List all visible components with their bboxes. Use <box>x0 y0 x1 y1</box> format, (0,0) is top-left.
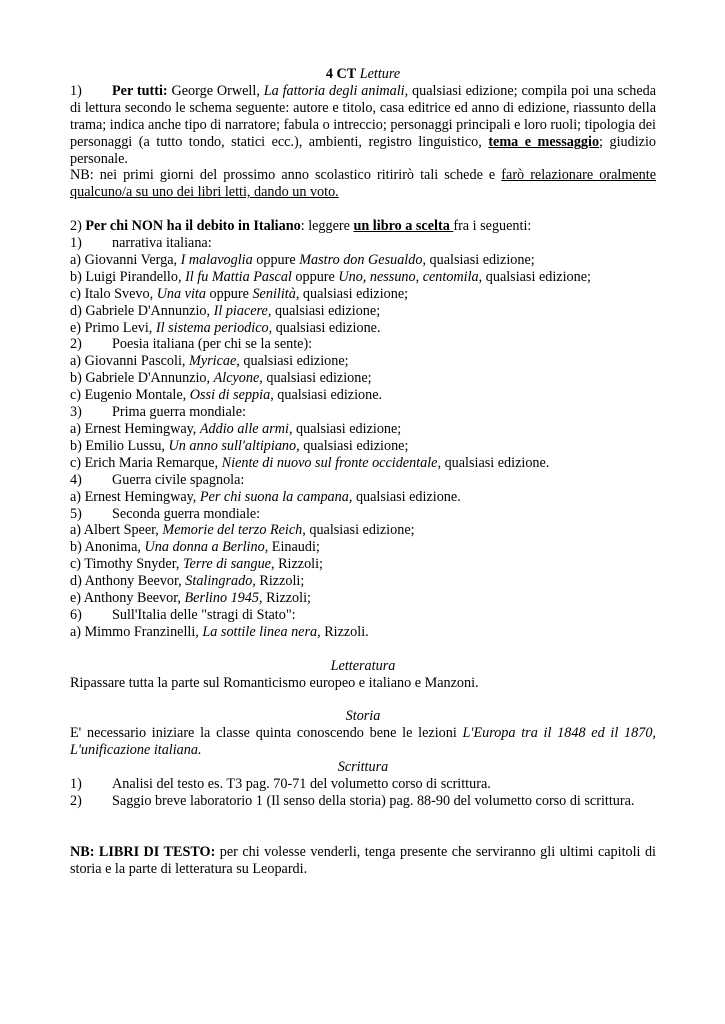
book-title: Niente di nuovo sul fronte occidentale <box>221 454 438 471</box>
book-title: Alcyone <box>213 370 260 387</box>
text: 2) <box>70 218 86 235</box>
book-item <box>70 252 656 269</box>
book-text: c) Timothy Snyder, <box>70 556 183 573</box>
text: per chi volesse venderli, tenga presente che serviranno gli ultimi capitoli di storia e la parte di letteratura su Leopardi. <box>70 843 656 877</box>
book-text: c) Eugenio Montale, <box>70 387 190 404</box>
category-label: Sull'Italia delle "stragi di Stato": <box>112 606 296 623</box>
book-text: , qualsiasi edizione; <box>302 522 415 539</box>
book-text: , qualsiasi edizione; <box>478 268 591 285</box>
book-text: oppure <box>252 251 300 268</box>
class-code: 4 CT <box>325 66 357 82</box>
book-item <box>70 353 656 370</box>
book-text: , Rizzoli; <box>270 556 323 573</box>
book-item <box>70 455 656 472</box>
category-heading <box>70 472 656 489</box>
book-text: , qualsiasi edizione. <box>270 387 383 404</box>
book-text: b) Gabriele D'Annunzio, <box>70 370 214 387</box>
book-categories <box>70 235 656 641</box>
section-per-tutti <box>70 83 656 168</box>
item-text: Saggio breve laboratorio 1 (Il senso della storia) pag. 88-90 del volumetto corso di scrittura. <box>112 792 635 809</box>
book-title: Uno, nessuno, centomila <box>338 268 479 285</box>
item-text: Analisi del testo es. T3 pag. 70-71 del volumetto corso di scrittura. <box>112 776 491 793</box>
spacer <box>70 201 656 218</box>
book-item <box>70 269 656 286</box>
book-item <box>70 387 656 404</box>
category-label: narrativa italiana: <box>112 235 212 252</box>
book-text: oppure <box>205 285 253 302</box>
category-heading <box>70 336 656 353</box>
book-title: Il piacere, <box>213 302 272 319</box>
book-title: Mastro don Gesualdo <box>299 251 423 268</box>
letteratura-text: Ripassare tutta la parte sul Romanticismo europeo e italiano e Manzoni. <box>70 674 479 691</box>
book-text: qualsiasi edizione; <box>292 421 402 438</box>
heading-storia: Storia <box>345 708 381 725</box>
book-text: a) Mimmo Franzinelli, <box>70 623 203 640</box>
book-title: La sottile linea nera <box>202 623 318 640</box>
category-label: Prima guerra mondiale: <box>112 404 246 421</box>
book-item <box>70 573 656 590</box>
book-item <box>70 370 656 387</box>
book-item <box>70 303 656 320</box>
spacer <box>70 827 656 844</box>
book-text: , qualsiasi edizione; <box>236 353 349 370</box>
section-2-intro <box>70 218 656 235</box>
book-text: a) Giovanni Pascoli, <box>70 353 189 370</box>
text: : leggere <box>300 218 354 235</box>
book-item <box>70 421 656 438</box>
book-text: oppure <box>291 268 339 285</box>
document-page <box>70 66 656 877</box>
text: , qualsiasi edizione; compila poi una scheda di lettura secondo le schema seguente: autore e titolo, casa editrice ed anno di edizione, riassunto della trama; indica anche tipo di narratore; fabula o intreccio; personaggi principali e loro ruoli; tipologia dei personaggi (a tutto tondo, statici ecc.), ambienti, registro linguistico, <box>70 82 657 150</box>
scrittura-item <box>70 776 656 793</box>
book-text: a) Ernest Hemingway, <box>70 488 200 505</box>
book-text: a) Albert Speer, <box>70 522 163 539</box>
category-number: 1) <box>70 235 82 252</box>
book-item <box>70 320 656 337</box>
category-number: 3) <box>70 404 82 421</box>
heading-letteratura: Letteratura <box>330 657 396 674</box>
category-heading <box>70 506 656 523</box>
book-text: c) Erich Maria Remarque, <box>70 454 222 471</box>
book-text: e) Primo Levi, <box>70 319 156 336</box>
book-title: Ossi di seppia <box>189 387 271 404</box>
book-item <box>70 590 656 607</box>
category-label: Poesia italiana (per chi se la sente): <box>112 336 313 353</box>
nb-libri-label: NB: LIBRI DI TESTO: <box>70 843 216 860</box>
heading-scrittura: Scrittura <box>337 759 389 776</box>
storia-text <box>70 725 656 759</box>
nb-note <box>70 167 656 201</box>
item-number: 1) <box>70 776 82 793</box>
book-title: Senilità <box>252 285 296 302</box>
book-text: d) Gabriele D'Annunzio, <box>70 302 214 319</box>
book-title: Myricae <box>189 353 237 370</box>
tema-messaggio: tema e messaggio <box>488 133 600 150</box>
book-text: e) Anthony Beevor, <box>70 590 185 607</box>
text: George Orwell, <box>167 82 264 99</box>
debito-label: Per chi NON ha il debito in Italiano <box>85 218 301 235</box>
spacer <box>70 810 656 827</box>
category-number: 2) <box>70 336 82 353</box>
book-text: , Rizzoli. <box>317 623 369 640</box>
category-heading <box>70 404 656 421</box>
item-number: 2) <box>70 792 82 809</box>
text: ; giudizio personale. <box>70 133 656 167</box>
book-text: qualsiasi edizione. <box>272 319 381 336</box>
per-tutti-label: Per tutti: <box>112 82 168 99</box>
book-text: b) Luigi Pirandello, <box>70 268 186 285</box>
nb-libri-di-testo <box>70 844 656 878</box>
book-title: Terre di sangue <box>182 556 271 573</box>
book-text: qualsiasi edizione. <box>352 488 461 505</box>
book-title: Un anno sull'altipiano <box>168 437 297 454</box>
book-title: I malavoglia <box>180 251 253 268</box>
book-text: , Einaudi; <box>264 539 320 556</box>
category-heading <box>70 607 656 624</box>
book-title: Addio alle armi, <box>199 421 293 438</box>
book-title: Il fu Mattia Pascal <box>185 268 292 285</box>
category-number: 5) <box>70 505 82 522</box>
text: NB: nei primi giorni del prossimo anno scolastico ritirirò tali schede e <box>70 167 502 184</box>
book-item <box>70 286 656 303</box>
book-title: Memorie del terzo Reich <box>162 522 303 539</box>
book-text: , Rizzoli; <box>258 590 311 607</box>
book-item <box>70 539 656 556</box>
book-item <box>70 556 656 573</box>
book-title: Stalingrado, <box>185 573 256 590</box>
scrittura-item <box>70 793 656 810</box>
book-title: Una donna a Berlino <box>144 539 265 556</box>
category-number: 6) <box>70 606 82 623</box>
book-text: Rizzoli; <box>255 573 305 590</box>
book-title: Il sistema periodico, <box>155 319 273 336</box>
book-text: , qualsiasi edizione; <box>295 285 409 302</box>
text: fra i seguenti: <box>453 218 532 235</box>
page-title <box>70 66 656 83</box>
book-item <box>70 624 656 641</box>
section-number: 1) <box>70 82 82 99</box>
spacer <box>70 641 656 658</box>
category-number: 4) <box>70 471 82 488</box>
book-text: b) Emilio Lussu, <box>70 437 169 454</box>
book-title: Per chi suona la campana, <box>199 488 353 505</box>
book-text: , qualsiasi edizione; <box>422 251 535 268</box>
category-heading <box>70 235 656 252</box>
storia-lessons: L'Europa tra il 1848 ed il 1870, L'unificazione italiana. <box>70 725 656 759</box>
book-title: Una vita <box>156 285 206 302</box>
book-item <box>70 489 656 506</box>
book-text: a) Ernest Hemingway, <box>70 421 200 438</box>
book-text: d) Anthony Beevor, <box>70 573 186 590</box>
nb-underlined: farò relazionare oralmente qualcuno/a su uno dei libri letti, dando un voto. <box>70 167 656 201</box>
book-item <box>70 522 656 539</box>
category-label: Guerra civile spagnola: <box>112 471 245 488</box>
book-text: , qualsiasi edizione; <box>259 370 372 387</box>
book-text: a) Giovanni Verga, <box>70 251 181 268</box>
text: E' necessario iniziare la classe quinta conoscendo bene le lezioni <box>70 725 463 742</box>
book-text: , qualsiasi edizione; <box>296 437 409 454</box>
book-text: qualsiasi edizione; <box>271 302 381 319</box>
category-label: Seconda guerra mondiale: <box>112 505 261 522</box>
book-item <box>70 438 656 455</box>
book-text: c) Italo Svevo, <box>70 285 157 302</box>
book-text: b) Anonima, <box>70 539 145 556</box>
book-text: , qualsiasi edizione. <box>437 454 550 471</box>
libro-scelta: un libro a scelta <box>353 218 454 235</box>
book-title: La fattoria degli animali <box>263 82 405 99</box>
title-letture: Letture <box>359 66 401 82</box>
spacer <box>70 692 656 709</box>
book-title: Berlino 1945 <box>184 590 259 607</box>
